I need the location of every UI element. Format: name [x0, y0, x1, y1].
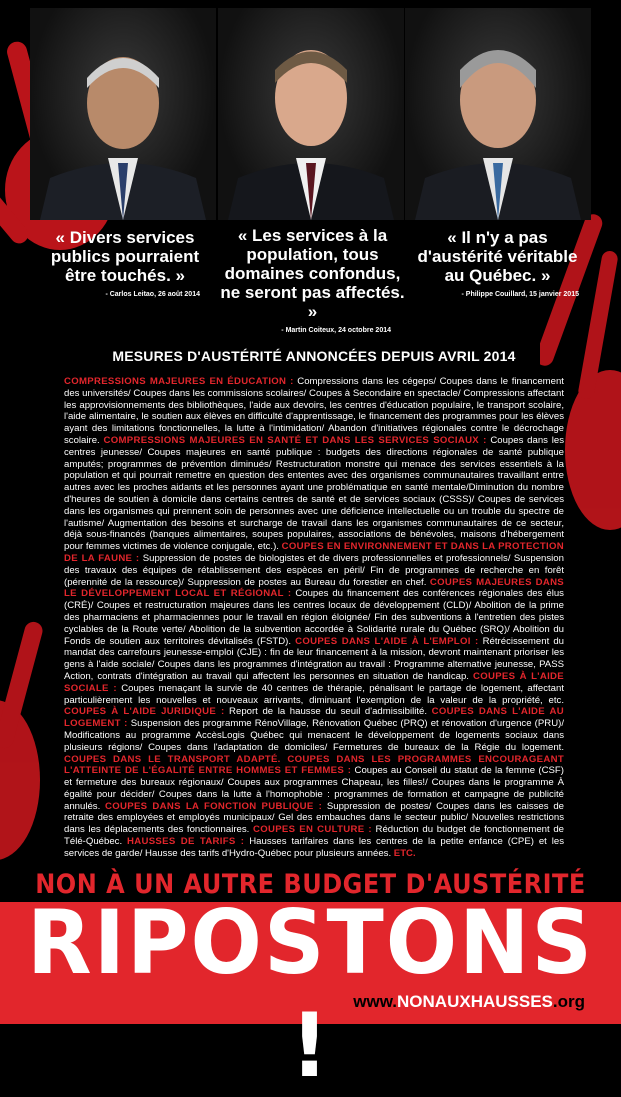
website-link[interactable] [353, 992, 585, 1012]
person-icon [405, 8, 591, 220]
measure-text: Suppression de postes/ Coupes dans les caisses de retraite des employées et employés municipaux/ Gel des embauches dans le secteur public/ Nouvelles restrictions dans les déplacements des fonctionnaires. [64, 800, 564, 836]
measure-text: Coupes dans les centres jeunesse/ Coupes majeures en santé publique : budgets des directions régionales de santé publique amputés; programmes de prévention diminués/ Restructuration monstre qui menace des services essentiels à la population et qui pourrait remettre en question des ententes avec des organismes communautaires travaillant entre autres avec les proches aidants et les personnes ayant une problématique en santé mentale/Diminution du nombre d'heures de soutien à domicile dans certains centres de santé et de services sociaux (CSSS)/ Coupes de services dans les organismes qui prennent soin de personnes avec une déficience intellectuelle ou un trouble du spectre de l'autisme/ Augmentation des besoins et surcharge de travail dans les organismes communautaires de ce secteur, déjà sous-financés (banques alimentaires, soupes populaires, associations de bénévoles, maisons d'hébergement pour femmes victimes de violence conjugale, etc.). [64, 434, 564, 553]
quote-attribution: - Philippe Couillard, 15 janvier 2015 [461, 291, 579, 298]
measure-category: COUPES DANS LE TRANSPORT ADAPTÉ. COUPES DANS LES PROGRAMMES ENCOURAGEANT L'ATTEINTE DE L'ÉGALITÉ ENTRE HOMMES ET FEMMES : [64, 753, 564, 777]
portrait-coiteux [218, 8, 404, 220]
quote-attribution: - Martin Coiteux, 24 octobre 2014 [281, 327, 391, 334]
measure-text: Coupes du financement des conférences régionales des élus (CRÉ)/ Coupes et restructuration majeures dans les centres locaux de développement (CLD)/ Abolition de la prime des pharmaciens et pharmaciennes pour le travail en région éloignée/ Fin des subventions à l'entretien des pistes cyclables de la Route verte/ Abolition de la subvention accordée à Solidarité rurale du Québec (SRQ)/ Abolition du Fonds de soutien aux territoires dévitalisés (FSTD). [64, 588, 564, 647]
measure-text: Hausses tarifaires dans les centres de la petite enfance (CPE) et les services de garde/ Hausse des tarifs d'Hydro-Québec pour plusieurs années. [64, 836, 564, 859]
measure-category: HAUSSES DE TARIFS : [127, 836, 245, 848]
website-suffix: .org [552, 992, 585, 1011]
handprint-bottom-left-icon [0, 610, 60, 880]
measure-category: COUPES EN CULTURE : [253, 824, 372, 836]
measure-text: Réduction du budget de fonctionnement de Télé-Québec. [64, 824, 565, 848]
quote-text: « Les services à la population, tous domaines confondus, ne seront pas affectés. » [220, 226, 405, 321]
quote-attribution: - Carlos Leitao, 26 août 2014 [105, 291, 200, 298]
quote-text: « Divers services publics pourraient être touchés. » [50, 228, 200, 285]
person-icon [218, 8, 404, 220]
measure-category: COUPES DANS LA FONCTION PUBLIQUE : [105, 800, 323, 812]
measure-category: COUPES À L'AIDE SOCIALE : [64, 670, 564, 694]
measures-heading: MESURES D'AUSTÉRITÉ ANNONCÉES DEPUIS AVRIL 2014 [112, 348, 516, 364]
portrait-couillard [405, 8, 591, 220]
measure-text: Coupes menaçant la survie de 40 centres de thérapie, pénalisant le partage de logement, affectant particulièrement les nouvelles et nouveaux arrivants, diminuant l'exemption de la valeur de la propriété, etc. [64, 682, 565, 706]
measure-category: COUPES DANS L'AIDE À L'EMPLOI : [295, 635, 479, 647]
measure-category: COUPES À L'AIDE JURIDIQUE : [64, 706, 225, 718]
measures-text [64, 376, 564, 860]
measure-category: COUPES DANS L'AIDE AU LOGEMENT : [64, 706, 564, 730]
measure-text: Rétrécissement du mandat des carrefours jeunesse-emploi (CJE) : fin de leur financement à la mission, devront maintenant prioriser les gens à l'aide sociale/ Coupes dans les programmes d'intégration au travail : Programme alternative jeunesse, PASS Action, contrats d'intégration au travail qui affectent les personnes en situation de handicap. [64, 635, 564, 682]
quote-leitao [40, 228, 210, 298]
measure-text: Coupes au Conseil du statut de la femme (CSF) et fermeture des bureaux régionaux/ Coupes aux programmes Chapeau, les filles!/ Coupes dans le programme À égalité pour décider/ Coupes dans la lutte à l'homophobie : programmes de formation et campagne de publicité annulés. [64, 765, 564, 812]
person-icon [30, 8, 216, 220]
website-main: NONAUXHAUSSES [397, 992, 553, 1011]
banner-subtitle: NON À UN AUTRE BUDGET D'AUSTÉRITÉ [35, 868, 586, 900]
banner-title: RIPOSTONS ! [27, 891, 594, 1097]
measure-category: COMPRESSIONS MAJEURES EN SANTÉ ET DANS LES SERVICES SOCIAUX : [103, 434, 487, 446]
measure-category: COUPES MAJEURES DANS LE DÉVELOPPEMENT LOCAL ET RÉGIONAL : [64, 576, 564, 600]
measure-text: Suspension des programme RénoVillage, Rénovation Québec (PRQ) et rénovation d'urgence (PRU)/ Modifications au programme AccèsLogis Québec qui menacent le développement de logements sociaux dans plusieurs régions/ Coupes dans l'adaptation de domiciles/ Fermetures de bureaux de la Régie du logement. [64, 718, 564, 753]
measure-text: Report de la hausse du seuil d'admissibilité. [224, 706, 432, 718]
measure-text: Suppression de postes de biologistes et de divers professionnelles et professionnels/ Suspension des travaux des équipes de rétablissement des espèces en péril/ Fin de programmes de recherche en forêt (pérennité de la ressource)/ Suppression de postes au Bureau du forestier en chef. [64, 552, 564, 588]
measures-etc: ETC. [393, 847, 416, 859]
measure-category: COUPES EN ENVIRONNEMENT ET DANS LA PROTECTION DE LA FAUNE : [64, 541, 564, 564]
portraits-row [0, 0, 621, 220]
quote-couillard [410, 228, 585, 298]
website-prefix: www. [353, 992, 398, 1011]
quote-coiteux [220, 226, 405, 334]
quote-text: « Il n'y a pas d'austérité véritable au Québec. » [417, 228, 578, 285]
measure-text: Compressions dans les cégeps/ Coupes dans le financement des universités/ Coupes dans les commissions scolaires/ Coupes à Secondaire en spectacle/ Compressions affectant les approvisionnements des bibliothèques, l'aide aux devoirs, les centres d'éducation populaire, le transport scolaire, l'aide alimentaire, le soutien aux élèves en difficulté d'apprentissage, le financement des programmes pour les élèves ayant des limitations fonctionnelles, la lutte à l'intimidation/ Abandon d'initiatives régionales contre le décrochage scolaire. [64, 376, 564, 446]
portrait-leitao [30, 8, 216, 220]
measure-category: COMPRESSIONS MAJEURES EN ÉDUCATION : [64, 376, 294, 387]
